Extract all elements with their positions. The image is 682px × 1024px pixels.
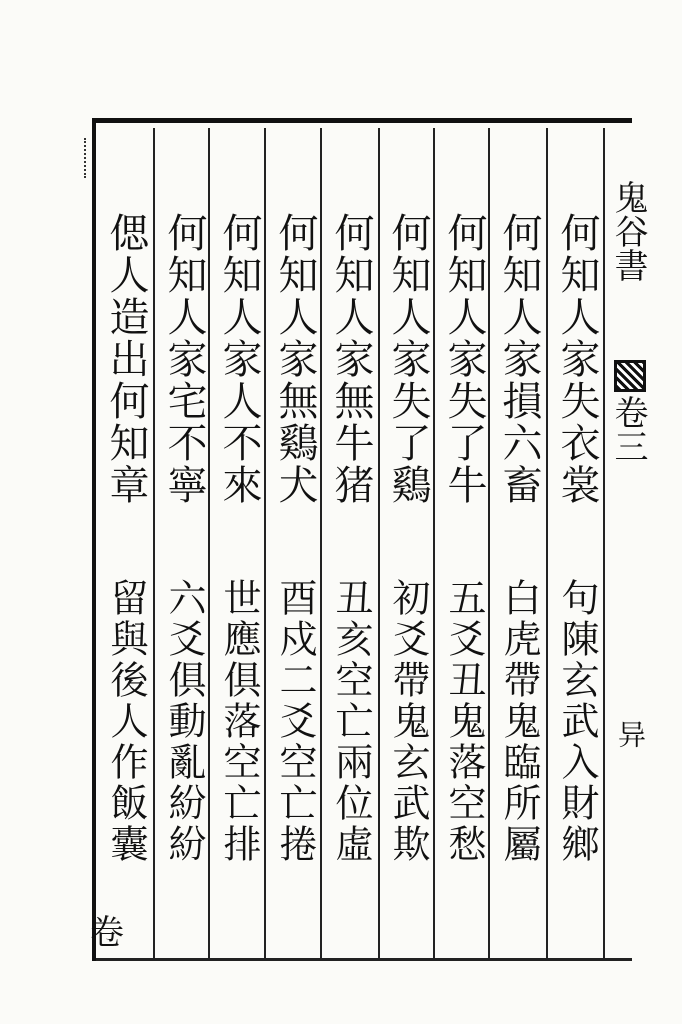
verse-note-8: 六爻俱動亂紛紛 <box>162 578 206 865</box>
column-divider <box>153 128 155 958</box>
verse-note-1: 句陳玄武入財鄉 <box>555 578 599 865</box>
column-divider <box>208 128 210 958</box>
frame-bottom-border <box>94 958 632 961</box>
column-divider <box>320 128 322 958</box>
verse-note-3: 五爻丑鬼落空愁 <box>442 578 486 865</box>
frame-top-border <box>92 118 632 123</box>
column-divider <box>378 128 380 958</box>
book-title: 鬼谷書 <box>608 180 648 282</box>
verse-main-6: 何知人家無鷄犬 <box>272 212 318 506</box>
column-divider <box>603 128 605 958</box>
verse-note-4: 初爻帶鬼玄武欺 <box>386 578 430 865</box>
seal-icon <box>614 360 646 392</box>
verse-main-5: 何知人家無牛猪 <box>328 212 374 506</box>
verse-note-9: 留與後人作飯囊 <box>104 578 148 865</box>
page-edge-mark <box>84 138 91 178</box>
frame-left-border <box>92 118 96 961</box>
volume-label: 卷三 <box>608 395 648 463</box>
verse-main-7: 何知人家人不來 <box>216 212 262 506</box>
verse-note-6: 酉戍二爻空亡捲 <box>273 578 317 865</box>
verse-main-2: 何知人家損六畜 <box>496 212 542 506</box>
verse-main-3: 何知人家失了牛 <box>441 212 487 506</box>
column-divider <box>488 128 490 958</box>
verse-main-9: 偲人造出何知章 <box>103 212 149 506</box>
verse-note-5: 丑亥空亡兩位虛 <box>329 578 373 865</box>
column-divider <box>546 128 548 958</box>
footer-mark: 卷 <box>90 913 124 953</box>
folio-marker: 异 <box>614 720 647 748</box>
verse-main-8: 何知人家宅不寧 <box>161 212 207 506</box>
column-divider <box>264 128 266 958</box>
verse-main-4: 何知人家失了鷄 <box>385 212 431 506</box>
verse-note-2: 白虎帶鬼臨所屬 <box>497 578 541 865</box>
column-divider <box>433 128 435 958</box>
verse-main-1: 何知人家失衣裳 <box>554 212 600 506</box>
verse-note-7: 世應俱落空亡排 <box>217 578 261 865</box>
